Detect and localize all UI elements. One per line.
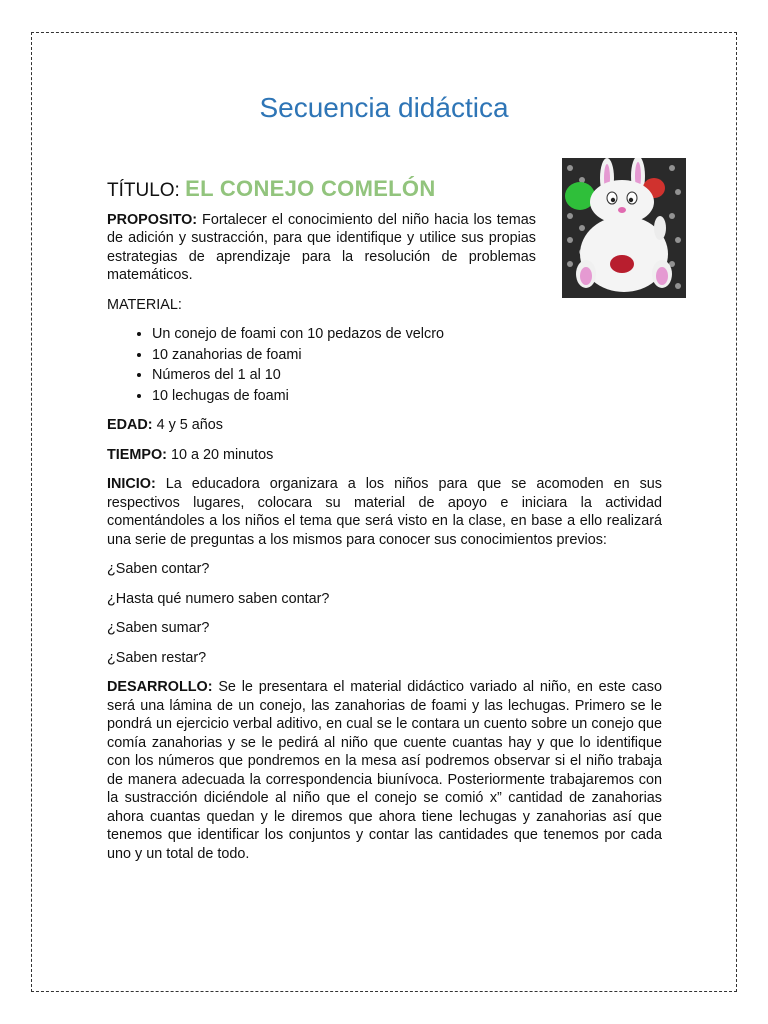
material-label: MATERIAL: [107, 296, 182, 313]
tiempo-paragraph [107, 446, 662, 465]
list-item: • 10 lechugas de foami [152, 387, 662, 406]
tiempo-value: 10 a 20 minutos [166, 446, 274, 463]
list-item: • Un conejo de foami con 10 pedazos de velcro [152, 325, 662, 344]
inicio-label: INICIO: [107, 476, 156, 492]
list-item: • Números del 1 al 10 [152, 366, 662, 385]
desarrollo-text: Se le presentara el material didáctico variado al niño, en este caso será una lámina de un conejo, las zanahorias de foami y las lechugas. Primero se le pondrá un ejercicio verbal aditivo, en cual se le contara un cuento sobre un conejo que comía zanahorias y se le pedirá al niño que cuente cuantas hay y que lo identifique con los números que pondremos en la mesa así podremos observar si el niño trabaja de manera adecuada la correspondencia biunívoca. Posteriormente trabajaremos con la sustracción diciéndole al niño que el conejo se comió x” cantidad de zanahorias ahora cuantas quedan y le diremos que ahora tiene lechugas y zanahorias así que tenemos que identificar los conjuntos y contar las cantidades que tenemos por cada uno y un total de todo. [107, 679, 662, 862]
document-heading: Secuencia didáctica [259, 92, 509, 123]
titulo-line [107, 176, 537, 201]
question: ¿Saben contar? [107, 561, 210, 577]
desarrollo-label: DESARROLLO: [107, 679, 213, 695]
document-body [107, 176, 662, 874]
tiempo-label: TIEMPO: [107, 446, 167, 463]
edad-paragraph [107, 416, 662, 435]
edad-label: EDAD: [107, 417, 153, 433]
proposito-paragraph [107, 211, 536, 285]
titulo-value: EL CONEJO COMELÓN [185, 176, 436, 201]
proposito-label: PROPOSITO: [107, 211, 198, 228]
question: ¿Saben restar? [107, 649, 207, 666]
question: ¿Hasta qué numero saben contar? [107, 590, 330, 607]
proposito-text: Fortalecer el conocimiento del niño hacia los temas de adición y sustracción, para que identifique y utilice sus propias estrategias de aprendizaje para la resolución de problemas matemáticos. [107, 211, 536, 283]
titulo-label: TÍTULO: [107, 180, 180, 201]
desarrollo-paragraph [107, 678, 662, 863]
material-list [107, 325, 662, 405]
edad-value: 4 y 5 años [152, 417, 223, 433]
inicio-text: La educadora organizara a los niños para que se acomoden en sus respectivos lugares, colocara su material de apoyo e iniciara la actividad comentándoles a los niños el tema que será visto en la clase, en base a ello realizará una serie de preguntas a los mismos para conocer sus conocimientos previos: [107, 476, 662, 548]
question: ¿Saben sumar? [107, 620, 210, 636]
list-item: • 10 zanahorias de foami [152, 346, 662, 365]
inicio-paragraph [107, 475, 662, 549]
